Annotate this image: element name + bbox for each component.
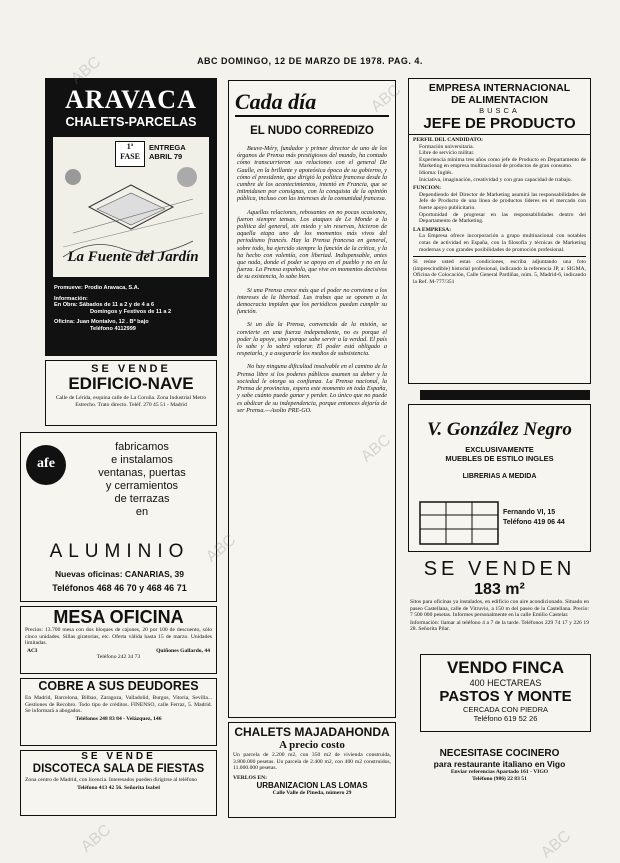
majadahonda-body: Un parcela de 2.200 m2, con 350 m2 de vivienda construida, 3.800.000 pesetas. Un parcela de 2.400 m2, con 400 m2 construidos, 11.000.000 pesetas. <box>233 752 391 772</box>
mesa-phone: Teléfono 242 34 73 <box>96 654 141 661</box>
ad-empresa-internacional <box>408 78 591 384</box>
watermark: ABC <box>68 53 105 88</box>
cocinero-for: para restaurante italiano en Vigo <box>433 759 566 769</box>
empresa-perfil-item: Iniciativa, imaginación, creatividad y con gran capacidad de trabajo. <box>419 176 572 183</box>
ad-edificio-nave <box>45 360 217 426</box>
gonzalez-muebles: MUEBLES DE ESTILO INGLES <box>445 454 554 463</box>
mesa-body: Precios: 13.700 mesa con dos bloques de cajones, 20 por 100 de descuento, sólo cinco unidades. Sillas giratorias, etc. Oferta válida hasta 15 de marzo. Unidades limitadas. <box>25 627 212 647</box>
ad-discoteca <box>20 750 217 816</box>
cada-dia-banner: Cada día <box>235 89 389 117</box>
aravaca-line: Domingos y Festivos de 11 a 2 <box>90 308 172 315</box>
discoteca-line2: DISCOTECA SALA DE FIESTAS <box>32 763 205 775</box>
aravaca-line: Teléfono 4112999 <box>90 325 136 332</box>
aluminio-copy: y cerramientos <box>105 480 179 492</box>
ad-majadahonda <box>228 722 396 818</box>
aravaca-line: Información: <box>54 295 88 302</box>
gonzalez-excl: EXCLUSIVAMENTE <box>465 445 534 454</box>
watermark: ABC <box>368 81 405 116</box>
majadahonda-title: CHALETS MAJADAHONDA <box>234 725 390 739</box>
gonzalez-libreria: LIBRERIAS A MEDIDA <box>462 473 537 480</box>
majadahonda-place: URBANIZACION LAS LOMAS <box>256 781 368 791</box>
aluminio-copy: de terrazas <box>114 493 170 505</box>
watermark: ABC <box>358 431 395 466</box>
finca-fence: CERCADA CON PIEDRA <box>462 705 549 714</box>
empresa-funcion-item: Oportunidad de progresar en las responsabilidades dentro del Departamento de Marketing. <box>419 211 586 225</box>
cobre-title: COBRE A SUS DEUDORES <box>38 679 199 693</box>
cobre-body: En Madrid, Barcelona, Bilbao, Zaragoza, Valladolid, Burgos, Vitoria, Sevilla... Gestiones de Recobro. Todo tipo de créditos. FINENSO, calle Ferraz, 5. Madrid. Se informará a abogados. <box>25 695 212 715</box>
article-cada-dia <box>228 80 396 718</box>
cada-dia-paragraph: Si una Prensa crece más que el poder no conviene a los intereses de la libertad. Las trabas que se oponen a la democracia impiden que los periódicos puedan cumplir su función. <box>237 286 387 316</box>
finca-phone: Teléfono 619 52 26 <box>473 714 538 723</box>
cada-dia-paragraph: No hay ninguna dificultad insalvable en el camino de la Prensa libre si los poderes públicos asumen su deber y la sociedad le otorga su confianza. La Prensa nacional, la Prensa de provincias, espera este momento en toda España, y sabe cuánto puede ganar y perder. Lo único que no puede es abdicar de su independencia, porque entonces dejaría de ser Prensa.—Asolto PRE-GO. <box>237 363 387 414</box>
gonzalez-phone: Teléfono 419 06 44 <box>503 519 565 526</box>
edificio-body: Calle de Lérida, esquina calle de La Coruña. Zona Industrial Metro Estrecho. Trato directo. Teléf. 270 45 51 - Madrid <box>55 395 207 408</box>
empresa-busca: BUSCA <box>479 106 520 115</box>
aluminio-phones: Teléfonos 468 46 70 y 468 46 71 <box>52 583 187 593</box>
aluminio-copy: fabricamos <box>115 441 169 453</box>
empresa-title2: DE ALIMENTACION <box>451 94 548 106</box>
watermark: ABC <box>538 827 575 862</box>
aravaca-script-name: La Fuente del Jardín <box>67 249 199 265</box>
watermark: ABC <box>203 531 240 566</box>
venden-area: 183 m² <box>474 581 525 598</box>
cada-dia-paragraph: Beuve-Méry, fundador y primer director de uno de los órganos de Prensa más prestigiosos del mundo, ha contado cómo transcurrieron sus relaciones con el general De Gaulle, en la brillante y apoteósica época de su gobierno, y cómo el presidente, que dirigió la política francesa desde la cumbre de los acontecimientos, intentó en Francia, que se intimidasen por consignas, con la conquista de la opinión pública, incluso con las intereses de la comunidad francesa. <box>237 145 387 203</box>
ad-cocinero <box>408 738 591 808</box>
mesa-company: ACI <box>27 647 38 654</box>
cocinero-phone: Teléfono (986) 22 83 51 <box>472 775 527 782</box>
empresa-perfil-item: Libre de servicio militar. <box>419 150 475 157</box>
venden-contact: Información: llamar al teléfono 4 a 7 de la tarde. Teléfonos 229 74 17 y 226 19 28. Señorita Pilar. <box>410 619 589 633</box>
empresa-funcion: FUNCION: <box>413 185 441 192</box>
empresa-contact: Si reúne usted estas condiciones, escriba adjuntando una foto (imprescindible) historial profesional, indicando la referencia JP, a: SIGMA, Oficina de Colocación, Calle General Pardiñas, núm. 5, Madrid-6, indicando la Ref. M-777/351 <box>413 256 586 285</box>
bookcase-icon <box>419 501 499 545</box>
aravaca-badge: 1ª FASE <box>115 141 145 167</box>
cada-dia-paragraph: Aquellas relaciones, rebosantes en no pocas ocasiones, fueron siempre tensas. Los ataques de Le Monde a la política del general, sin miedo y sin reservas, hicieron de aquella etapa uno de los momentos más vivos del periodismo francés. Hay la Prensa francesa en general, sobre todo, ha ejercido siempre la función de la crítica, y la ha hecho con valentía, con libertad. Indispensable, antes que nada, donde el poder se apoya en el pueblo y no en la fuerza. La Prensa española, que vive en momentos decisivos de su existencia, lo sabe bien. <box>237 208 387 281</box>
aluminio-office: Nuevas oficinas: CANARIAS, 39 <box>55 569 184 579</box>
ad-vendo-finca <box>420 654 591 732</box>
aravaca-line: Oficina: Juan Montalvo, 12 . Bº bajo <box>54 319 149 326</box>
aluminio-copy: e instalamos <box>111 454 173 466</box>
ad-mesa-oficina <box>20 606 217 674</box>
cocinero-body: Enviar referencias Apartado 161 - VIGO <box>450 769 549 775</box>
cada-dia-paragraph: Si un día la Prensa, convencida de la misión, se convierte en una fuerza independiente, no es porque el poder la apoye, sino porque sabe servir a la verdad. El país lo sabe y lo sabrá valorar. El poder está obligado a respetarla, y a asegurarle los medios de subsistencia. <box>237 321 387 358</box>
mesa-address: Quiñones Gallardo, 44 <box>156 647 210 654</box>
cada-dia-headline: EL NUDO CORREDIZO <box>250 125 374 137</box>
discoteca-phone: Teléfono 413 42 56. Señorita Isabel <box>77 784 160 791</box>
venden-body: Sitos para oficinas ya instalados, en edificio con aire acondicionado. Situado en paseo Castellana, calle de Vitruvio, a 150 m del paseo de la Castellana. Precio: 7 500 000 pesetas. Informes personalmente en la calle Emilio Castelar. <box>410 599 589 619</box>
finca-hectares: 400 HECTAREAS <box>469 678 542 688</box>
discoteca-body: Zona centro de Madrid, con licencia. Interesados pueden dirigirse al teléfono <box>25 777 198 783</box>
majadahonda-visit: VERLOS EN: <box>233 774 268 781</box>
afe-logo-icon: afe <box>26 445 66 485</box>
empresa-perfil-item: Idioma: Inglés. <box>419 169 453 176</box>
empresa-ofrece: LA EMPRESA: <box>413 226 452 233</box>
empresa-funcion-item: Dependiendo del Director de Marketing asumirá las responsabilidades de Jefe de Producto de una línea de productos líderes en el mercado con fuerte apoyo publicitario. <box>419 191 586 211</box>
mesa-title: MESA OFICINA <box>53 607 184 627</box>
aluminio-copy: en <box>135 506 149 518</box>
aravaca-title: ARAVACA <box>65 85 197 114</box>
gonzalez-address: Fernando VI, 15 <box>503 509 556 516</box>
ad-se-venden <box>408 558 591 650</box>
discoteca-line1: SE VENDE <box>81 751 156 762</box>
empresa-perfil-item: Experiencia mínima tres años como jefe de Producto en Departamento de Marketing en empresa multinacional de productos de gran consumo. <box>419 156 586 170</box>
empresa-job: JEFE DE PRODUCTO <box>409 115 590 135</box>
aravaca-subtitle: CHALETS-PARCELAS <box>65 115 197 129</box>
aluminio-copy: ventanas, puertas <box>98 467 186 479</box>
empresa-perfil: PERFIL DEL CANDIDATO: <box>413 137 484 143</box>
aravaca-sketch <box>53 137 209 277</box>
finca-title: VENDO FINCA <box>446 658 565 677</box>
majadahonda-address: Calle Valle de Pineda, número 29 <box>272 790 352 797</box>
aravaca-delivery: ENTREGA ABRIL 79 <box>149 143 186 161</box>
empresa-ofrece-item: La Empresa ofrece incorporación a grupo multinacional con notables cotas de actividad en España, con la filosofía y técnicas de Marketing modernas y con grandes posibilidades de promoción profesional. <box>419 233 586 253</box>
cocinero-title: NECESITASE COCINERO <box>439 748 560 759</box>
aravaca-line: Promueve: Prodio Aravaca, S.A. <box>54 285 140 291</box>
watermark: ABC <box>78 821 115 856</box>
ad-aluminio <box>20 432 217 602</box>
black-divider <box>420 390 590 400</box>
gonzalez-brand: V. González Negro <box>427 419 572 440</box>
edificio-line1: SE VENDE <box>91 363 171 375</box>
majadahonda-subtitle: A precio costo <box>279 739 345 751</box>
empresa-perfil-item: Formación universitaria. <box>419 143 474 150</box>
finca-type: PASTOS Y MONTE <box>439 688 572 705</box>
aluminio-big: ALUMINIO <box>49 541 190 562</box>
cobre-phones: Teléfonos 248 83 84 - Velázquez, 146 <box>75 715 162 722</box>
ad-aravaca <box>45 78 217 356</box>
ad-gonzalez-negro <box>408 404 591 552</box>
venden-title: SE VENDEN <box>423 558 576 580</box>
aravaca-line: En Obra: Sábados de 11 a 2 y de 4 a 6 <box>54 302 155 309</box>
page-header: ABC DOMINGO, 12 DE MARZO DE 1978. PAG. 4. <box>197 56 423 66</box>
empresa-title1: EMPRESA INTERNACIONAL <box>428 82 571 94</box>
edificio-line2: EDIFICIO-NAVE <box>68 374 194 393</box>
ad-cobre <box>20 678 217 746</box>
